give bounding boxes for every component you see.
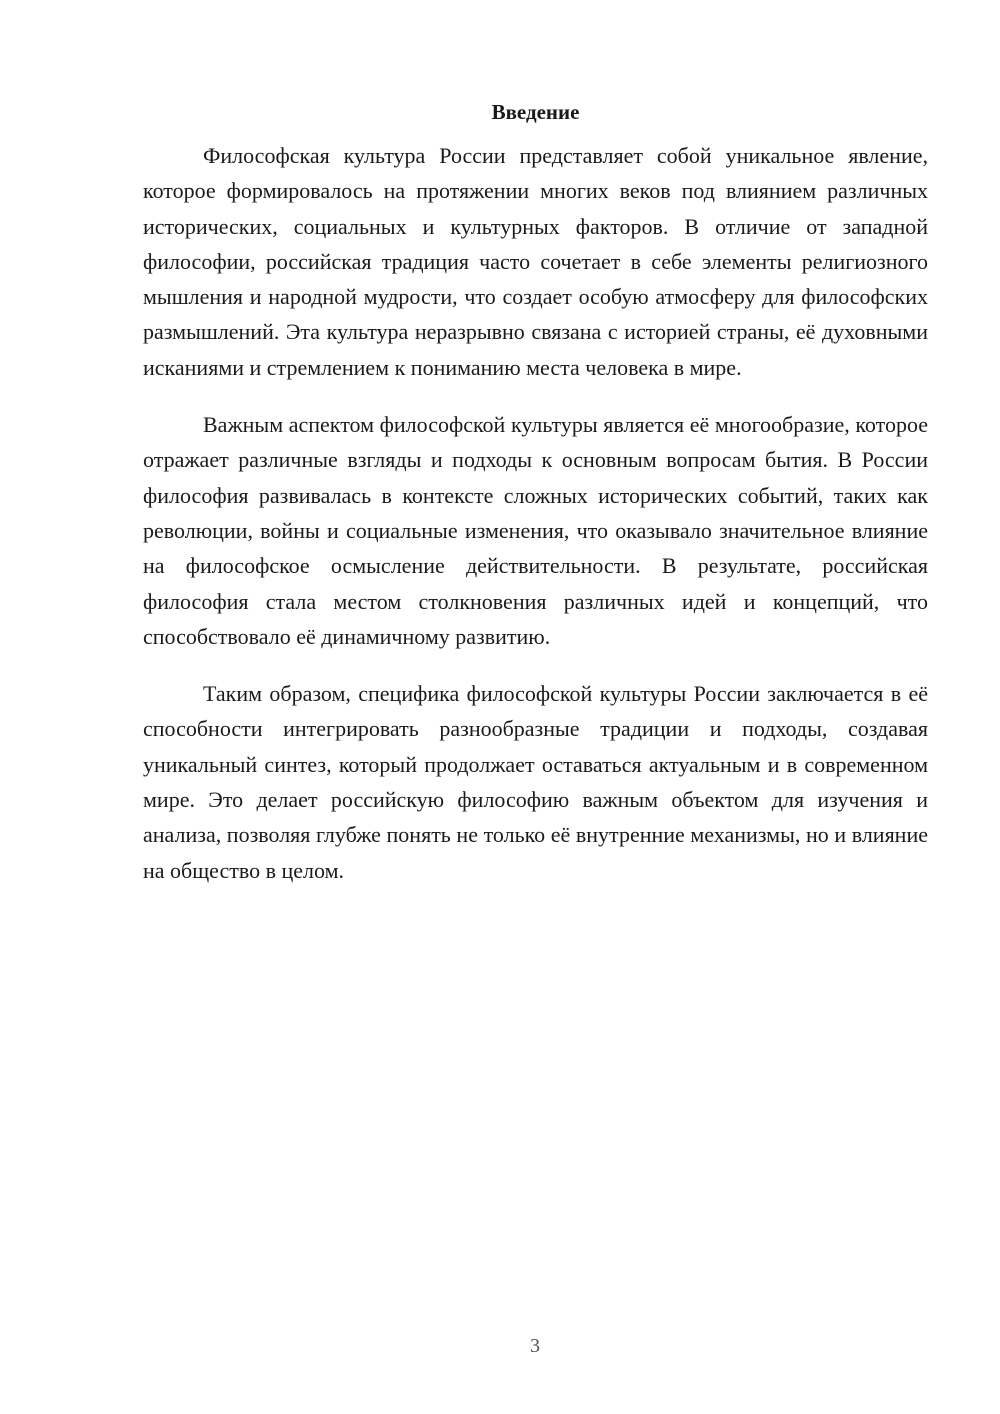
paragraph-1: Философская культура России представляет собой уникальное явление, которое формировалось на протяжении многих веков под влиянием различных исторических, социальных и культурных факторов. В отличие от западной философии, российская традиция часто сочетает в себе элементы религиозного мышления и народной мудрости, что создает особую атмосферу для философских размышлений. Эта культура неразрывно связана с историей страны, её духовными исканиями и стремлением к пониманию места человека в мире. xyxy=(143,143,928,380)
page-content xyxy=(143,96,928,910)
paragraph-3: Таким образом, специфика философской культуры России заключается в её способности интегрировать разнообразные традиции и подходы, создавая уникальный синтез, который продолжает оставаться актуальным и в современном мире. Это делает российскую философию важным объектом для изучения и анализа, позволяя глубже понять не только её внутренние механизмы, но и влияние на общество в целом. xyxy=(143,681,928,883)
page-number: 3 xyxy=(530,1335,540,1357)
paragraph-2: Важным аспектом философской культуры является её многообразие, которое отражает различные взгляды и подходы к основным вопросам бытия. В России философия развивалась в контексте сложных исторических событий, таких как революции, войны и социальные изменения, что оказывало значительное влияние на философское осмысление действительности. В результате, российская философия стала местом столкновения различных идей и концепций, что способствовало её динамичному развитию. xyxy=(143,412,928,649)
section-heading: Введение xyxy=(491,100,580,124)
